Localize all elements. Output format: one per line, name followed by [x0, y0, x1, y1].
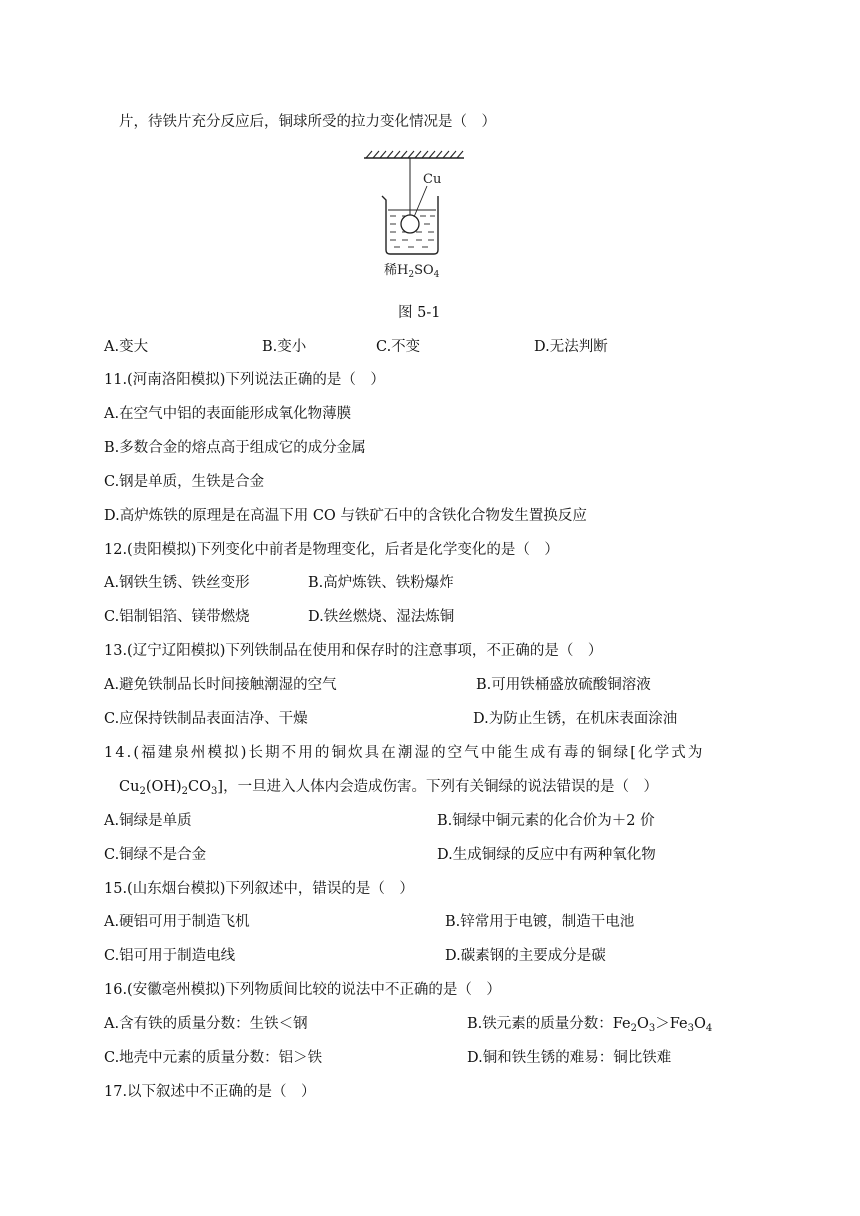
q16-option-c: C.地壳中元素的质量分数：铝＞铁	[104, 1050, 323, 1066]
q11-option-b: B.多数合金的熔点高于组成它的成分金属	[104, 440, 366, 456]
intro-line: 片，待铁片充分反应后，铜球所受的拉力变化情况是（ ）	[119, 114, 496, 130]
figure-caption: 图 5-1	[398, 305, 441, 321]
q14-option-d: D.生成铜绿的反应中有两种氧化物	[437, 847, 656, 863]
q11-stem: 11.(河南洛阳模拟)下列说法正确的是（ ）	[104, 372, 385, 388]
q15-option-b: B.锌常用于电镀，制造干电池	[445, 914, 635, 930]
cu-label: Cu	[423, 172, 442, 187]
q13-stem: 13.(辽宁辽阳模拟)下列铁制品在使用和保存时的注意事项，不正确的是（ ）	[104, 643, 603, 659]
q13-option-d: D.为防止生锈，在机床表面涂油	[473, 711, 678, 727]
q11-option-a: A.在空气中铝的表面能形成氧化物薄膜	[104, 406, 352, 422]
q12-option-b: B.高炉炼铁、铁粉爆炸	[308, 575, 454, 591]
q16-option-a: A.含有铁的质量分数：生铁＜钢	[104, 1016, 308, 1032]
q13-option-b: B.可用铁桶盛放硫酸铜溶液	[476, 677, 651, 693]
q14-stem-line1: 14.(福建泉州模拟)长期不用的铜炊具在潮湿的空气中能生成有毒的铜绿[化学式为	[104, 745, 705, 761]
acid-label: 稀$H_2SO_4$	[384, 263, 440, 280]
q10-option-b: B.变小	[262, 339, 307, 355]
q15-stem: 15.(山东烟台模拟)下列叙述中，错误的是（ ）	[104, 881, 414, 897]
q11-option-d: D.高炉炼铁的原理是在高温下用 CO 与铁矿石中的含铁化合物发生置换反应	[104, 508, 587, 524]
q12-stem: 12.(贵阳模拟)下列变化中前者是物理变化，后者是化学变化的是（ ）	[104, 542, 559, 558]
q13-option-c: C.应保持铁制品表面洁净、干燥	[104, 711, 308, 727]
q15-option-d: D.碳素钢的主要成分是碳	[445, 948, 606, 964]
q11-option-c: C.钢是单质，生铁是合金	[104, 474, 265, 490]
q16-option-b: B.铁元素的质量分数：$Fe_2O_3>Fe_3O_4$	[467, 1016, 713, 1034]
q10-option-d: D.无法判断	[534, 339, 608, 355]
q16-stem: 16.(安徽亳州模拟)下列物质间比较的说法中不正确的是（ ）	[104, 982, 501, 998]
beaker-figure	[360, 150, 470, 285]
q15-option-a: A.硬铝可用于制造飞机	[104, 914, 250, 930]
q12-option-d: D.铁丝燃烧、湿法炼铜	[308, 609, 455, 625]
q14-stem-line2: $Cu_2(OH)_2CO_3$]，一旦进入人体内会造成伤害。下列有关铜绿的说法错误的是（ ）	[119, 779, 659, 797]
q13-option-a: A.避免铁制品长时间接触潮湿的空气	[104, 677, 337, 693]
q15-option-c: C.铝可用于制造电线	[104, 948, 236, 964]
q10-option-a: A.变大	[104, 339, 149, 355]
q12-option-a: A.钢铁生锈、铁丝变形	[104, 575, 250, 591]
q10-option-c: C.不变	[376, 339, 421, 355]
q14-option-a: A.铜绿是单质	[104, 813, 192, 829]
q14-option-b: B.铜绿中铜元素的化合价为＋2 价	[437, 813, 655, 829]
q16-option-d: D.铜和铁生锈的难易：铜比铁难	[467, 1050, 672, 1066]
q17-stem: 17.以下叙述中不正确的是（ ）	[104, 1084, 316, 1100]
q12-option-c: C.铝制铝箔、镁带燃烧	[104, 609, 250, 625]
q14-option-c: C.铜绿不是合金	[104, 847, 207, 863]
